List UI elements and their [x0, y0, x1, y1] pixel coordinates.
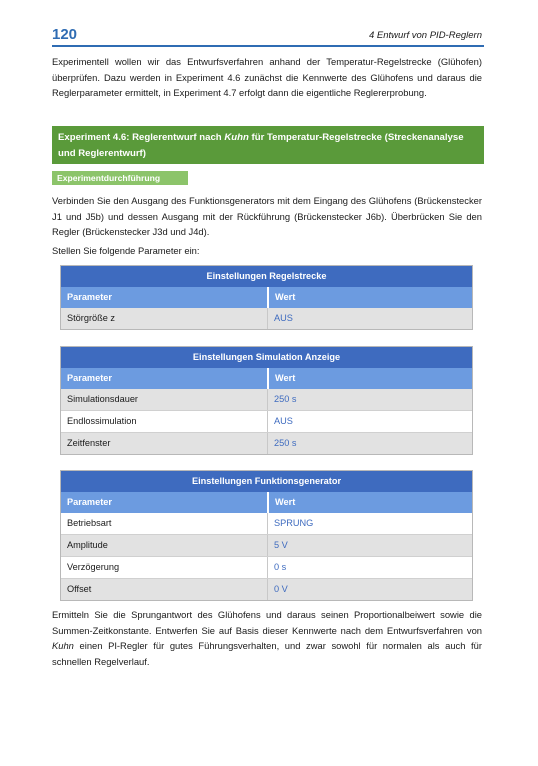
- table-row: [61, 556, 472, 578]
- value-cell: AUS: [267, 308, 472, 329]
- closing-paragraph: [52, 607, 482, 669]
- table-row: [61, 513, 472, 534]
- value-cell: 250 s: [267, 389, 472, 410]
- intro-paragraph: Experimentell wollen wir das Entwurfsverfahren anhand der Temperatur-Regelstrecke (Glühofen) überprüfen. Dazu werden in Experiment 4.6 zunächst die Kennwerte des Glühofens und daraus die Reglerparameter ermittelt, in Experiment 4.7 erfolgt dann die eigentliche Reglererprobung.: [52, 56, 482, 98]
- experiment-heading-prefix: Experiment 4.6: Reglerentwurf nach: [58, 132, 225, 143]
- params-intro: Stellen Sie folgende Parameter ein:: [52, 245, 200, 256]
- closing-text-part2: einen PI-Regler für gutes Führungsverhalten, und zwar sowohl für normalen als auch für schnellen Regelverlauf.: [52, 640, 482, 667]
- param-cell: Endlossimulation: [61, 411, 267, 432]
- column-header-parameter: Parameter: [61, 492, 267, 513]
- value-cell: 5 V: [267, 535, 472, 556]
- value-cell: SPRUNG: [267, 513, 472, 534]
- value-cell: 250 s: [267, 433, 472, 454]
- param-cell: Amplitude: [61, 535, 267, 556]
- subheading-tag: Experimentdurchführung: [52, 171, 188, 185]
- param-cell: Zeitfenster: [61, 433, 267, 454]
- column-header-value: Wert: [267, 368, 472, 389]
- table-row: [61, 308, 472, 329]
- table-header-row: [61, 287, 472, 308]
- experiment-heading: [52, 126, 484, 164]
- column-header-value: Wert: [267, 287, 472, 308]
- table-funktionsgenerator: [60, 470, 473, 601]
- param-cell: Simulationsdauer: [61, 389, 267, 410]
- table-row: [61, 410, 472, 432]
- experiment-heading-name: Kuhn: [224, 132, 249, 143]
- chapter-title: 4 Entwurf von PID-Reglern: [369, 30, 482, 41]
- param-cell: Störgröße z: [61, 308, 267, 329]
- param-cell: Verzögerung: [61, 557, 267, 578]
- value-cell: 0 V: [267, 579, 472, 600]
- experiment-heading-suffix: für Temperatur-Regelstrecke (Streckenanalyse und Reglerentwurf): [58, 132, 464, 159]
- column-header-parameter: Parameter: [61, 287, 267, 308]
- table-title: Einstellungen Simulation Anzeige: [61, 347, 472, 368]
- column-header-parameter: Parameter: [61, 368, 267, 389]
- param-cell: Betriebsart: [61, 513, 267, 534]
- table-title: Einstellungen Funktionsgenerator: [61, 471, 472, 492]
- table-simulation-anzeige: [60, 346, 473, 455]
- param-cell: Offset: [61, 579, 267, 600]
- value-cell: AUS: [267, 411, 472, 432]
- value-cell: 0 s: [267, 557, 472, 578]
- table-title: Einstellungen Regelstrecke: [61, 266, 472, 287]
- table-row: [61, 578, 472, 600]
- header-rule: [52, 45, 484, 47]
- table-header-row: [61, 492, 472, 513]
- closing-author-name: Kuhn: [52, 640, 74, 651]
- column-header-value: Wert: [267, 492, 472, 513]
- table-regelstrecke: [60, 265, 473, 330]
- page-number: 120: [52, 26, 78, 43]
- table-row: [61, 389, 472, 410]
- instruction-paragraph: Verbinden Sie den Ausgang des Funktionsgenerators mit dem Eingang des Glühofens (Brückenstecker J1 und J5b) und dessen Ausgang mit der Rückführung (Brückenstecker J6b). Überbrücken Sie den Regler (Brückenstecker J3d und J4d).: [52, 195, 482, 237]
- table-header-row: [61, 368, 472, 389]
- table-row: [61, 534, 472, 556]
- page-header: [52, 26, 484, 46]
- closing-text-part1: Ermitteln Sie die Sprungantwort des Glühofens und daraus seinen Proportionalbeiwert sowie die Summen-Zeitkonstante. Entwerfen Sie auf Basis dieser Kennwerte nach dem Entwurfsverfahren von: [52, 609, 482, 636]
- table-row: [61, 432, 472, 454]
